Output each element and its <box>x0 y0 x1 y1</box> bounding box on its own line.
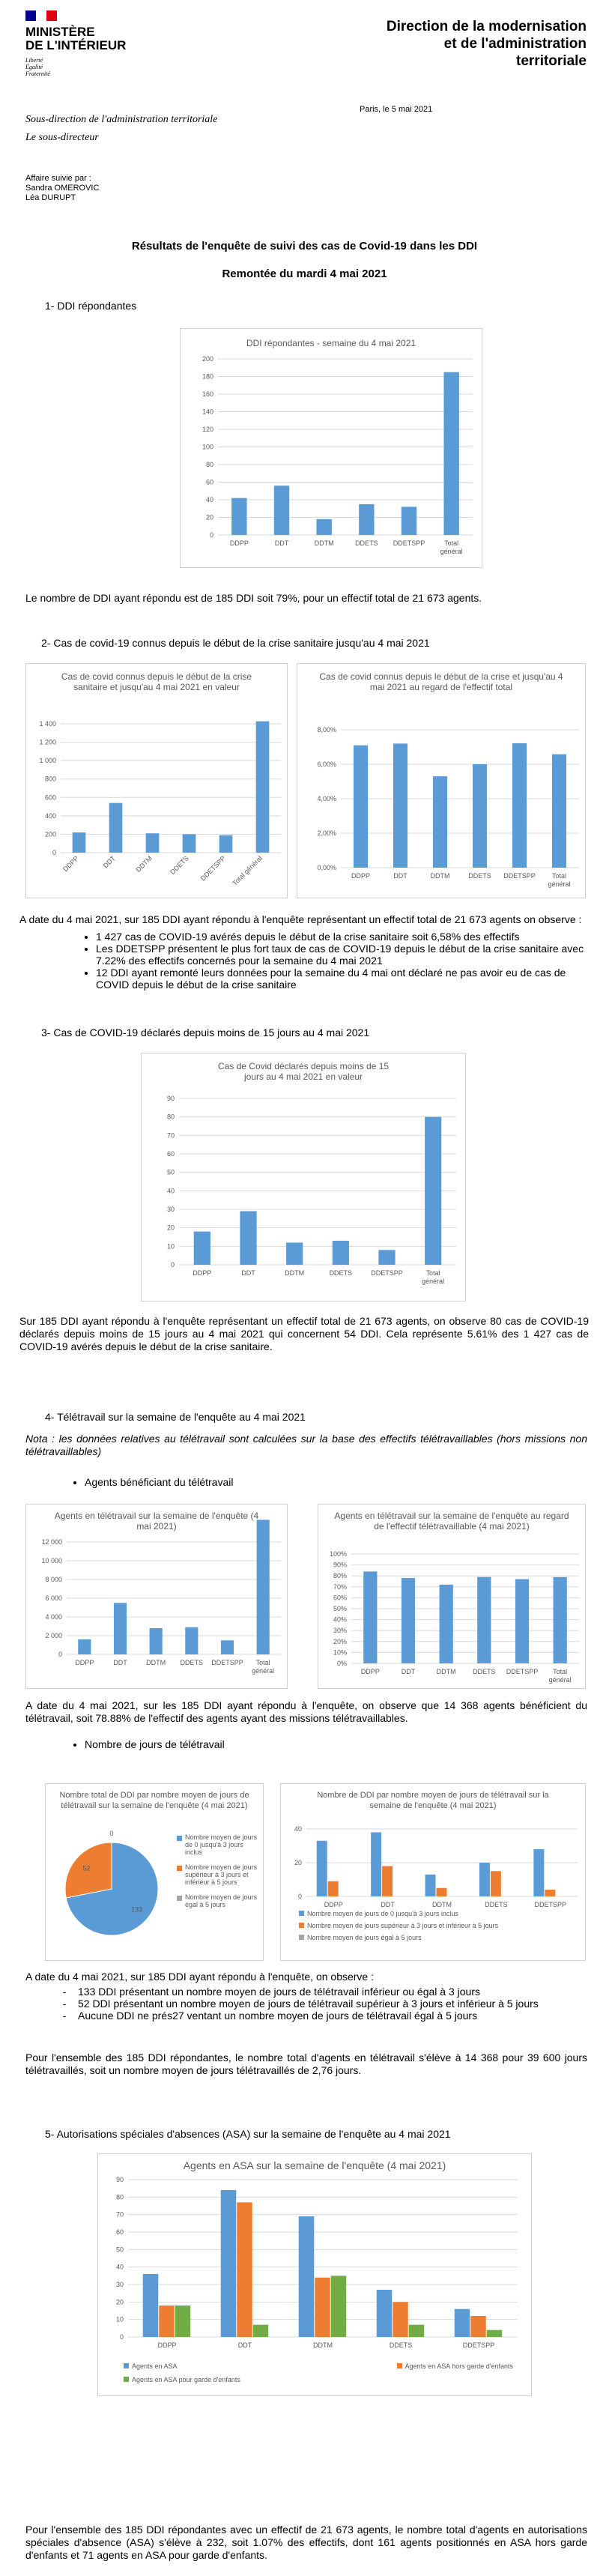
bar <box>286 1242 303 1265</box>
y-tick-label: 400 <box>44 811 56 820</box>
y-tick-label: 4 000 <box>45 1613 62 1621</box>
legend-item: Agents en ASA <box>124 2362 178 2370</box>
chart-pie-jours-teletravail <box>45 1783 264 1961</box>
chart-agents-teletravail <box>25 1504 288 1689</box>
y-tick-label: 10% <box>333 1648 347 1657</box>
bar <box>409 2325 424 2337</box>
chart-ddi-par-jours-teletravail <box>280 1783 586 1961</box>
bar <box>253 2325 268 2337</box>
y-tick-label: 20 <box>166 1224 175 1232</box>
y-tick-label: 4,00% <box>317 795 336 802</box>
bar <box>257 1520 270 1654</box>
y-tick-label: 50 <box>166 1168 175 1176</box>
section-5-heading: 5- Autorisations spéciales d'absences (ASA) sur la semaine de l'enquête au 4 mai 2021 <box>45 2128 451 2140</box>
ministry-name: MINISTÈRE DE L'INTÉRIEUR <box>25 25 127 52</box>
y-tick-label: 0% <box>336 1660 347 1667</box>
y-tick-label: 200 <box>202 355 213 363</box>
y-tick-label: 160 <box>202 390 213 398</box>
y-tick-label: 0,00% <box>317 864 336 871</box>
x-tick-label: DDETSPP <box>506 1668 539 1675</box>
bar <box>554 1577 567 1663</box>
grouped-legend <box>299 1910 498 1941</box>
y-tick-label: 20% <box>333 1637 347 1645</box>
x-tick-label: DDT <box>393 872 407 880</box>
y-tick-label: 0 <box>170 1261 175 1269</box>
x-tick-label: DDTM <box>430 872 450 880</box>
bar <box>455 2309 470 2337</box>
direction-title: Direction de la modernisation et de l'administration territoriale <box>386 19 587 69</box>
bar <box>425 1875 436 1896</box>
y-tick-label: 80 <box>205 461 213 468</box>
bar <box>143 2274 158 2337</box>
x-tick-label: DDETSPP <box>199 854 227 883</box>
bar <box>114 1603 127 1654</box>
section-4-note: Nota : les données relatives au télétravail sont calculées sur la base des effectifs télétravaillables (hors missions non télétravaillables) <box>25 1433 587 1457</box>
bar <box>146 833 160 853</box>
bar <box>437 1888 447 1896</box>
y-tick-label: 100 <box>202 443 213 451</box>
chart-title: Nombre de DDI par nombre moyen de jours de télétravail sur la semaine de l'enquête (4 mai 2021) <box>317 1791 549 1810</box>
y-tick-label: 30 <box>115 2281 124 2288</box>
pie-legend <box>177 1833 259 1908</box>
y-tick-label: 100% <box>329 1550 347 1558</box>
section-4-heading: 4- Télétravail sur la semaine de l'enquête au 4 mai 2021 <box>45 1411 306 1423</box>
x-tick-label: DDETS <box>485 1901 508 1908</box>
chart-title: Agents en télétravail sur la semaine de l'enquête (4 mai 2021) <box>54 1511 259 1532</box>
bar <box>382 1866 393 1897</box>
bar <box>479 1863 490 1896</box>
legend-swatch <box>177 1896 182 1901</box>
y-tick-label: 70% <box>333 1582 347 1591</box>
legend-swatch <box>299 1923 304 1928</box>
bar <box>328 1881 339 1896</box>
y-tick-label: 120 <box>202 426 213 433</box>
y-tick-label: 70 <box>166 1131 175 1140</box>
legend-item: Nombre moyen de jours égal à 5 jours <box>299 1934 498 1941</box>
x-tick-label: DDPP <box>193 1269 212 1277</box>
y-tick-label: 20 <box>294 1859 302 1866</box>
bar <box>237 2202 252 2337</box>
y-tick-label: 1 200 <box>39 738 56 746</box>
legend-item: Nombre moyen de jours supérieur à 3 jours et inférieur à 5 jours <box>299 1922 498 1929</box>
republic-motto: Liberté Égalité Fraternité <box>25 57 50 77</box>
bar <box>175 2306 190 2337</box>
y-tick-label: 60 <box>115 2228 124 2236</box>
x-tick-label: Total <box>425 1269 440 1277</box>
legend-swatch <box>124 2377 129 2382</box>
x-tick-label: DDPP <box>360 1668 380 1675</box>
bar <box>433 776 447 868</box>
x-tick-label: DDTM <box>432 1901 452 1908</box>
chart-title: Cas de covid connus depuis le début de la crise et jusqu'au 4 mai 2021 au regard de l'effectif total <box>319 671 563 692</box>
bar <box>393 743 407 868</box>
x-tick-label: général <box>440 548 463 555</box>
x-tick-label: DDETS <box>169 854 190 876</box>
section-4-bullet-1: • Agents bénéficiant du télétravail <box>71 1476 233 1488</box>
y-tick-label: 30% <box>333 1627 347 1635</box>
subdirection-name: Sous-direction de l'administration territoriale <box>25 114 218 125</box>
y-tick-label: 8 000 <box>45 1576 62 1583</box>
document-title: Résultats de l'enquête de suivi des cas de Covid-19 dans les DDI <box>131 240 478 253</box>
x-tick-label: DDT <box>381 1901 395 1908</box>
republic-flag-logo <box>25 10 58 21</box>
y-tick-label: 6,00% <box>317 761 336 768</box>
x-tick-label: DDTM <box>146 1659 166 1666</box>
bar <box>159 2306 174 2337</box>
bar <box>425 1117 441 1265</box>
y-tick-label: 90 <box>166 1095 175 1102</box>
bar <box>545 1890 555 1896</box>
y-tick-label: 10 <box>166 1242 175 1251</box>
y-tick-label: 40 <box>294 1825 302 1833</box>
bar <box>150 1628 163 1654</box>
y-tick-label: 6 000 <box>45 1594 62 1602</box>
y-tick-label: 40 <box>166 1187 175 1195</box>
legend-swatch <box>397 2363 402 2368</box>
bar <box>393 2302 407 2337</box>
subdirector-title: Le sous-directeur <box>25 132 99 143</box>
y-tick-label: 40 <box>115 2263 124 2271</box>
x-tick-label: DDETSPP <box>393 539 425 547</box>
section-4-dashes <box>45 1986 609 2022</box>
y-tick-label: 8,00% <box>317 726 336 734</box>
chart-agents-teletravail-pourcentage <box>318 1504 586 1689</box>
legend-item: Agents en ASA hors garde d'enfants <box>397 2362 513 2370</box>
list-item: • Les DDETSPP présentent le plus fort taux de cas de COVID-19 depuis le début de la crise sanitaire avec 7.22% des effectifs concernés pour la semaine du 4 mai 2021 <box>96 943 598 967</box>
bar <box>378 1250 395 1265</box>
bar <box>533 1849 544 1896</box>
bar <box>359 504 374 535</box>
x-tick-label: DDTM <box>436 1668 456 1675</box>
section-2-heading: 2- Cas de covid-19 connus depuis le début de la crise sanitaire jusqu'au 4 mai 2021 <box>41 637 430 649</box>
bar <box>377 2290 392 2337</box>
bar <box>443 372 458 535</box>
y-tick-label: 0 <box>297 1893 302 1900</box>
y-tick-label: 50% <box>333 1605 347 1612</box>
bar <box>78 1639 91 1654</box>
bar <box>552 755 566 868</box>
section-2-text: A date du 4 mai 2021, sur 185 DDI ayant répondu à l'enquête représentant un effectif total de 21 673 agents on observe : <box>19 913 582 925</box>
x-tick-label: DDPP <box>75 1659 94 1666</box>
y-tick-label: 200 <box>44 830 56 838</box>
y-tick-label: 20 <box>205 513 213 521</box>
document-date: Paris, le 5 mai 2021 <box>360 105 433 114</box>
bar <box>487 2330 502 2337</box>
x-tick-label: DDT <box>113 1659 127 1666</box>
bar <box>73 832 86 853</box>
section-4-text-1: A date du 4 mai 2021, sur les 185 DDI ayant répondu à l'enquête, on observe que 14 368 agents bénéficient du télétravail, soit 78.88% de l'effectif des agents ayant des missions télétravaillables. <box>25 1699 587 1724</box>
y-tick-label: 60 <box>166 1150 175 1158</box>
bar <box>473 764 487 868</box>
x-tick-label: DDETSPP <box>503 872 536 880</box>
chart-title: Cas de covid connus depuis le début de la crise sanitaire et jusqu'au 4 mai 2021 en valeur <box>61 671 252 692</box>
pie-data-label: 133 <box>131 1905 143 1914</box>
chart-cas-covid-pourcentage <box>297 663 586 898</box>
y-tick-label: 60% <box>333 1594 347 1602</box>
x-tick-label: DDETSPP <box>462 2341 495 2349</box>
bar <box>109 803 123 853</box>
bar <box>491 1871 501 1896</box>
bar <box>440 1585 453 1663</box>
legend-item: Nombre moyen de jours de 0 jusqu'à 3 jours inclus <box>299 1910 498 1917</box>
bar <box>402 1578 415 1663</box>
x-tick-label: DDT <box>401 1668 416 1675</box>
bar <box>512 743 527 868</box>
x-tick-label: DDETS <box>389 2341 413 2349</box>
chart-agents-asa <box>97 2153 532 2396</box>
bar <box>402 507 416 535</box>
y-tick-label: 12 000 <box>41 1538 62 1546</box>
bar <box>316 519 331 535</box>
list-item: - 133 DDI présentant un nombre moyen de jours de télétravail inférieur ou égal à 3 jours <box>78 1986 609 1998</box>
section-2-bullets <box>82 931 598 991</box>
legend-item: Nombre moyen de jours égal à 5 jours <box>177 1893 259 1908</box>
legend-item: Agents en ASA pour garde d'enfants <box>124 2376 513 2383</box>
x-tick-label: DDETSPP <box>371 1269 403 1277</box>
y-tick-label: 40 <box>205 496 213 504</box>
bar <box>363 1571 377 1663</box>
chart-title: DDI répondantes - semaine du 4 mai 2021 <box>246 338 416 348</box>
x-tick-label: DDPP <box>61 854 80 874</box>
y-tick-label: 180 <box>202 372 213 381</box>
x-tick-label: général <box>252 1667 275 1675</box>
legend-swatch <box>124 2363 129 2368</box>
document-subtitle: Remontée du mardi 4 mai 2021 <box>222 267 387 280</box>
x-tick-label: DDETS <box>329 1269 353 1277</box>
y-tick-label: 90% <box>333 1561 347 1569</box>
bar <box>219 835 233 853</box>
y-tick-label: 50 <box>115 2246 124 2254</box>
bar <box>221 2190 236 2337</box>
y-tick-label: 0 <box>58 1651 62 1658</box>
affaire-suivie-block: Affaire suivie par : Sandra OMEROVIC Léa DURUPT <box>25 174 100 202</box>
x-tick-label: DDPP <box>229 539 249 547</box>
x-tick-label: DDTM <box>314 539 334 547</box>
y-tick-label: 80 <box>166 1113 175 1121</box>
x-tick-label: Total <box>553 1668 568 1675</box>
x-tick-label: DDPP <box>157 2341 177 2349</box>
bar <box>183 834 196 853</box>
x-tick-label: DDETS <box>180 1659 204 1666</box>
legend-swatch <box>299 1911 304 1916</box>
y-tick-label: 80% <box>333 1572 347 1580</box>
x-tick-label: Total <box>255 1659 270 1666</box>
y-tick-label: 90 <box>115 2176 124 2183</box>
y-tick-label: 60 <box>205 478 213 486</box>
y-tick-label: 140 <box>202 408 213 416</box>
chart-ddi-repondantes <box>180 328 482 568</box>
x-tick-label: DDPP <box>351 872 371 880</box>
legend-item: Nombre moyen de jours de 0 jusqu'à 3 jours inclus <box>177 1833 259 1856</box>
y-tick-label: 80 <box>115 2193 124 2201</box>
asa-legend <box>124 2362 513 2383</box>
chart-title: Agents en télétravail sur la semaine de l'enquête au regard de l'effectif télétravaillable (4 mai 2021) <box>334 1511 569 1532</box>
chart-cas-covid-valeur <box>25 663 288 898</box>
list-item: - Aucune DDI ne prés27 ventant un nombre moyen de jours de télétravail égal à 5 jours <box>78 2010 609 2022</box>
bar <box>221 1640 234 1654</box>
bar <box>317 1841 327 1896</box>
x-tick-label: DDETS <box>355 539 378 547</box>
x-tick-label: général <box>548 1676 572 1684</box>
bar <box>185 1627 198 1654</box>
bar <box>240 1211 256 1265</box>
y-tick-label: 800 <box>44 775 56 783</box>
section-1-heading: 1- DDI répondantes <box>45 300 137 312</box>
y-tick-label: 0 <box>209 531 213 539</box>
y-tick-label: 10 000 <box>41 1557 62 1564</box>
bar <box>477 1577 491 1663</box>
pie-data-label: 52 <box>82 1864 91 1872</box>
x-tick-label: général <box>548 880 571 888</box>
legend-swatch <box>299 1935 304 1940</box>
bar <box>371 1833 381 1897</box>
y-tick-label: 1 400 <box>39 720 56 728</box>
y-tick-label: 1 000 <box>39 757 56 765</box>
y-tick-label: 70 <box>115 2210 124 2219</box>
x-tick-label: DDETS <box>473 1668 496 1675</box>
x-tick-label: DDT <box>237 2341 252 2349</box>
x-tick-label: général <box>422 1278 445 1285</box>
bar <box>354 746 368 868</box>
section-4-text-2: A date du 4 mai 2021, sur 185 DDI ayant répondu à l'enquête, on observe : <box>25 1971 374 1983</box>
section-1-text: Le nombre de DDI ayant répondu est de 185 DDI soit 79%, pour un effectif total de 21 673 agents. <box>25 592 482 604</box>
bar <box>515 1579 529 1663</box>
bar <box>333 1241 349 1265</box>
x-tick-label: DDTM <box>285 1269 305 1277</box>
section-3-text: Sur 185 DDI ayant répondu à l'enquête représentant un effectif total de 21 673 agents, on observe 80 cas de COVID-19 déclarés depuis moins de 15 jours au 4 mai 2021 qui concernent 54 DDI. Cela représente 5.61% des 1 427 cas de COVID-19 avérés depuis le début de la crise sanitaire. <box>19 1315 589 1352</box>
x-tick-label: Total général <box>231 854 264 887</box>
subdirection-block <box>25 111 217 147</box>
list-item: - 52 DDI présentant un nombre moyen de jours de télétravail supérieur à 3 jours et inférieur à 5 jours <box>78 1998 609 2010</box>
y-tick-label: 30 <box>166 1206 175 1213</box>
x-tick-label: DDTM <box>313 2341 333 2349</box>
x-tick-label: DDPP <box>324 1901 343 1908</box>
x-tick-label: DDETSPP <box>534 1901 567 1908</box>
x-tick-label: DDETS <box>468 872 491 880</box>
legend-swatch <box>177 1866 182 1871</box>
section-5-text: Pour l'ensemble des 185 DDI répondantes avec un effectif de 21 673 agents, le nombre total d'agents en autorisations spéciales d'absence (ASA) s'élève à 232, soit 1.07% des effectifs, dont 161 agents positionnés en ASA hors garde d'enfants et 71 agents en ASA pour garde d'enfants. <box>25 2524 587 2561</box>
bar <box>274 486 289 535</box>
list-item: • 12 DDI ayant remonté leurs données pour la semaine du 4 mai ont déclaré ne pas avoir eu de cas de COVID depuis le début de la crise sanitaire <box>96 967 598 991</box>
y-tick-label: 2 000 <box>45 1632 62 1639</box>
section-4-text-3: Pour l'ensemble des 185 DDI répondantes, le nombre total d'agents en télétravail s'élève à 14 368 pour 39 600 jours télétravaillés, soit un nombre moyen de jours télétravaillés de 2,76 jours. <box>25 2052 587 2076</box>
bar <box>315 2278 330 2337</box>
x-tick-label: Total <box>551 872 567 880</box>
x-tick-label: DDT <box>101 854 117 870</box>
y-tick-label: 600 <box>44 793 56 802</box>
list-item: • 1 427 cas de COVID-19 avérés depuis le début de la crise sanitaire soit 6,58% des effectifs <box>96 931 598 943</box>
legend-item: Nombre moyen de jours supérieur à 3 jours et inférieur à 5 jours <box>177 1863 259 1886</box>
y-tick-label: 20 <box>115 2298 124 2306</box>
y-tick-label: 2,00% <box>317 829 336 837</box>
bar <box>231 498 246 535</box>
y-tick-label: 0 <box>119 2333 124 2341</box>
section-4-bullet-2: • Nombre de jours de télétravail <box>71 1738 225 1750</box>
bar <box>299 2216 314 2337</box>
x-tick-label: Total <box>444 539 459 547</box>
x-tick-label: DDETSPP <box>211 1659 243 1666</box>
bar <box>470 2316 485 2337</box>
chart-title: Cas de Covid déclarés depuis moins de 15 jours au 4 mai 2021 en valeur <box>217 1061 390 1082</box>
x-tick-label: DDT <box>241 1269 255 1277</box>
pie-data-label: 0 <box>109 1830 114 1837</box>
chart-title: Nombre total de DDI par nombre moyen de jours de télétravail sur la semaine de l'enquête (4 mai 2021) <box>59 1791 249 1810</box>
bar <box>331 2276 346 2337</box>
legend-swatch <box>177 1836 182 1841</box>
x-tick-label: DDTM <box>134 854 154 874</box>
bar <box>256 722 270 853</box>
x-tick-label: DDT <box>274 539 289 547</box>
y-tick-label: 40% <box>333 1615 347 1624</box>
chart-cas-covid-15-jours <box>141 1053 466 1301</box>
bar <box>194 1232 210 1265</box>
y-tick-label: 10 <box>115 2315 124 2323</box>
y-tick-label: 0 <box>52 849 56 856</box>
chart-title: Agents en ASA sur la semaine de l'enquête (4 mai 2021) <box>183 2159 446 2171</box>
section-3-heading: 3- Cas de COVID-19 déclarés depuis moins de 15 jours au 4 mai 2021 <box>41 1027 370 1038</box>
